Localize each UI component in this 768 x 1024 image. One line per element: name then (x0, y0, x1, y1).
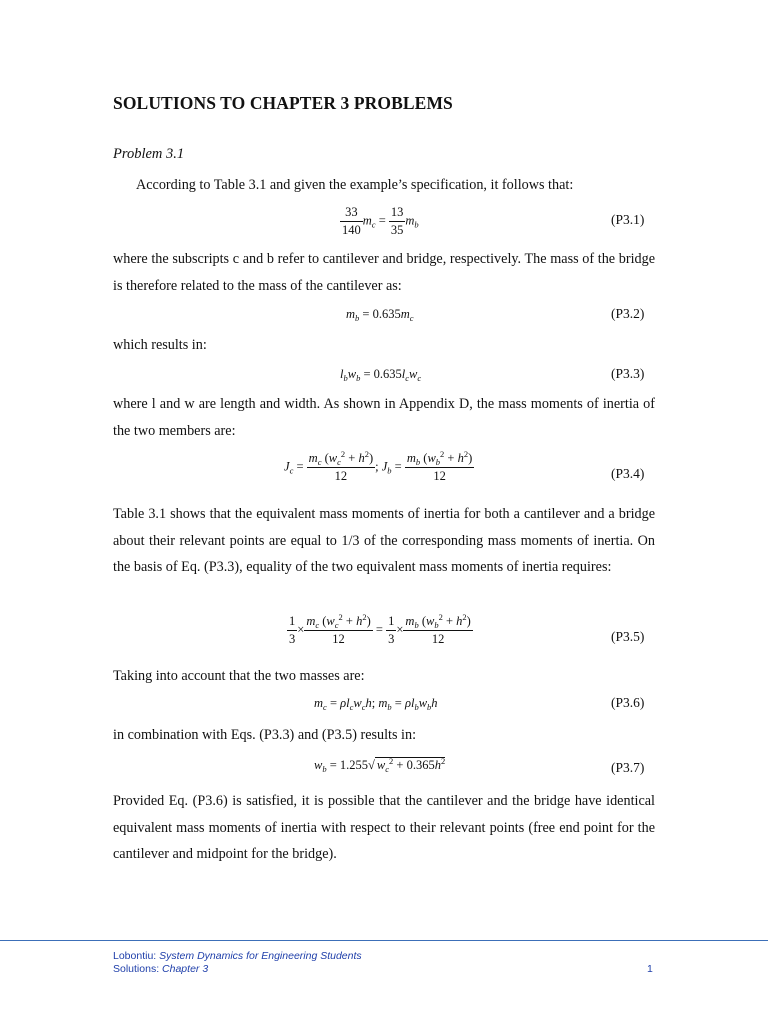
equation-p3-1: $\frac{33}{140}$ $m_c$ = $\frac{13}{35}$ $m_b$ (342, 205, 419, 237)
equation-number-p3-4: (P3.4) (611, 466, 645, 481)
equation-p3-6: $m_c = \rho l_cw_ch$; $m_b = \rho l_bw_bh$ (314, 696, 438, 712)
equation-p3-2: $m_b = 0.635m_c$ (346, 307, 414, 323)
paragraph-two-masses: Taking into account that the two masses are: (113, 668, 365, 684)
fraction-bridge-inertia: $\frac{m_b (w_b^2 + h^2)}{12}$ (405, 612, 471, 646)
footer-section-line (113, 963, 208, 975)
equation-number-p3-3: (P3.3) (611, 366, 645, 381)
paragraph-equivalent-inertia: Table 3.1 shows that the equivalent mass moments of inertia for both a cantilever and a bridge about their relevant points are equal to 1/3 of the corresponding mass moments of inertia. On the basis of Eq. (P3.3), equality of the two equivalent mass moments of inertia requires: (113, 506, 655, 575)
fraction-33-140: $\frac{33}{140}$ (342, 205, 361, 237)
paragraph-subscripts: where the subscripts c and b refer to cantilever and bridge, respectively. The mass of the bridge is therefore related to the mass of the cantilever as: (113, 251, 655, 294)
square-root-radicand: $w_c^2 + 0.365h^2$ (376, 756, 446, 774)
footer-section-prefix: Solutions: (113, 963, 160, 975)
paragraph-combination: in combination with Eqs. (P3.3) and (P3.5) results in: (113, 727, 417, 743)
paragraph-conclusion: Provided Eq. (P3.6) is satisfied, it is possible that the cantilever and the bridge have identical equivalent mass moments of inertia with respect to their relevant points (free end point for the cantilever and midpoint for the bridge). (113, 793, 655, 862)
equation-number-p3-1: (P3.1) (611, 212, 645, 227)
equation-p3-7: $w_b = 1.255√$ $w_c^2 + 0.365h^2$ (314, 756, 446, 774)
footer-rule (0, 940, 768, 941)
footer-book-line (113, 950, 362, 962)
equation-p3-4: $J_c$ = $\frac{m_c (w_c^2 + h^2)}{12}$ ; $J_b$ = $\frac{m_b (w_b^2 + h^2)}{12}$ (284, 449, 473, 483)
equation-p3-3: $l_bw_b = 0.635l_cw_c$ (340, 367, 422, 383)
equation-number-p3-6: (P3.6) (611, 695, 645, 710)
equation-number-p3-7: (P3.7) (611, 760, 645, 775)
equation-number-p3-5: (P3.5) (611, 629, 645, 644)
page-number: 1 (647, 963, 653, 975)
fraction-one-third-left: $\frac{1}{3}$ (289, 614, 296, 646)
equation-p3-5: $\frac{1}{3}$ × $\frac{m_c (w_c^2 + h^2)}{12}$ = $\frac{1}{3}$ × $\frac{m_b (w_b^2 + h^2)}{12}$ (289, 612, 471, 646)
footer-author: Lobontiu: (113, 950, 157, 962)
fraction-one-third-right: $\frac{1}{3}$ (388, 614, 395, 646)
fraction-cantilever-inertia: $\frac{m_c (w_c^2 + h^2)}{12}$ (306, 612, 371, 646)
fraction-13-35: $\frac{13}{35}$ (390, 205, 404, 237)
paragraph-intro: According to Table 3.1 and given the example’s specification, it follows that: (136, 177, 574, 193)
equation-number-p3-2: (P3.2) (611, 306, 645, 321)
footer-section-name: Chapter 3 (162, 963, 209, 975)
problem-heading: Problem 3.1 (113, 146, 185, 162)
fraction-jc: $\frac{m_c (w_c^2 + h^2)}{12}$ (308, 449, 374, 483)
fraction-jb: $\frac{m_b (w_b^2 + h^2)}{12}$ (406, 449, 473, 483)
paragraph-length-width: where l and w are length and width. As shown in Appendix D, the mass moments of inertia of the two members are: (113, 396, 655, 439)
paragraph-results-in: which results in: (113, 337, 207, 353)
square-root-symbol: √ (368, 758, 375, 772)
footer-book-title: System Dynamics for Engineering Students (159, 950, 362, 962)
page-title: SOLUTIONS TO CHAPTER 3 PROBLEMS (113, 93, 453, 113)
